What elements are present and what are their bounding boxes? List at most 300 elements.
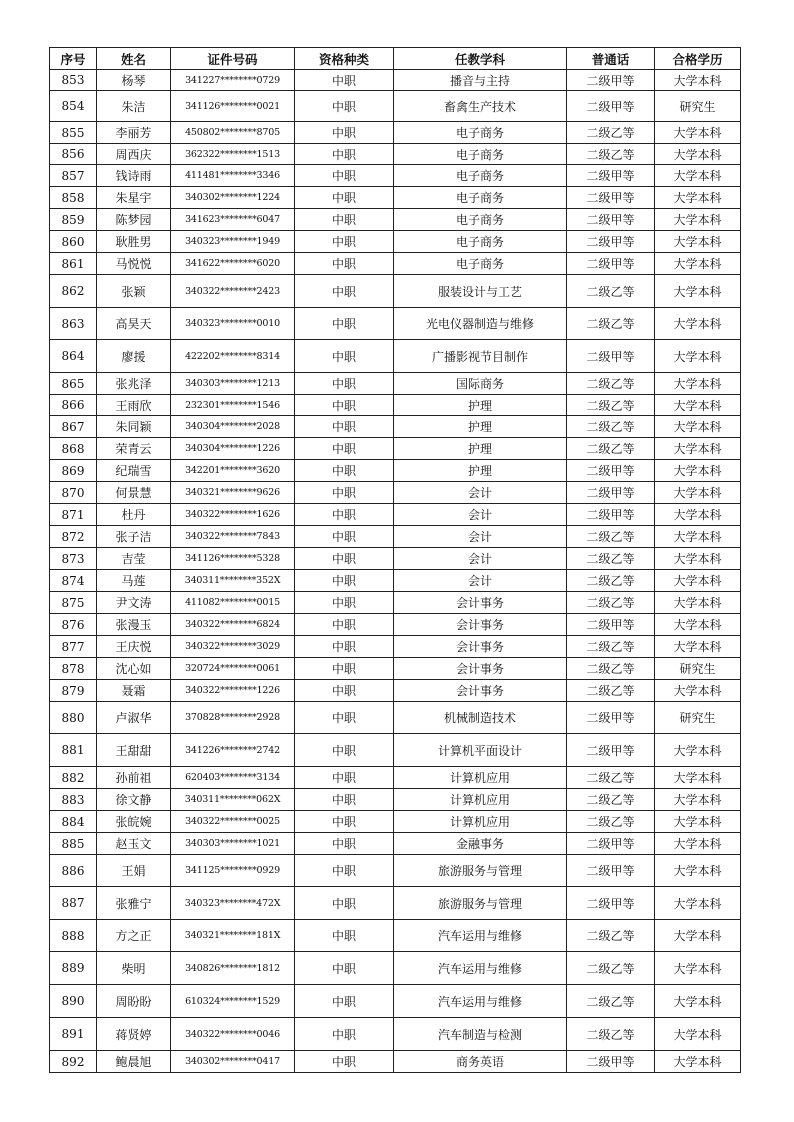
cell-type: 中职 (295, 1051, 394, 1073)
cell-subject: 会计 (394, 548, 567, 570)
cell-name: 李丽芳 (97, 122, 171, 144)
cell-name: 马莲 (97, 570, 171, 592)
cell-mandarin: 二级乙等 (567, 275, 655, 308)
cell-name: 王庆悦 (97, 636, 171, 658)
cell-id: 370828********2928 (171, 702, 295, 734)
cell-mandarin: 二级甲等 (567, 887, 655, 920)
cell-name: 周西庆 (97, 144, 171, 165)
cell-no: 860 (50, 231, 97, 253)
cell-mandarin: 二级乙等 (567, 680, 655, 702)
cell-type: 中职 (295, 614, 394, 636)
cell-mandarin: 二级甲等 (567, 1051, 655, 1073)
cell-id: 340323********1949 (171, 231, 295, 253)
table-body (50, 70, 741, 1073)
cell-id: 411481********3346 (171, 165, 295, 187)
table-row (50, 592, 741, 614)
cell-id: 422202********8314 (171, 340, 295, 373)
cell-id: 340322********2423 (171, 275, 295, 308)
cell-name: 赵玉文 (97, 833, 171, 855)
cell-no: 884 (50, 811, 97, 833)
cell-id: 340826********1812 (171, 952, 295, 985)
cell-name: 张兆泽 (97, 373, 171, 395)
cell-subject: 会计 (394, 482, 567, 504)
cell-name: 王甜甜 (97, 734, 171, 767)
cell-subject: 汽车制造与检测 (394, 1018, 567, 1051)
cell-education: 大学本科 (655, 373, 741, 395)
cell-id: 620403********3134 (171, 767, 295, 789)
cell-no: 882 (50, 767, 97, 789)
cell-subject: 计算机平面设计 (394, 734, 567, 767)
cell-subject: 旅游服务与管理 (394, 887, 567, 920)
cell-id: 341125********0929 (171, 855, 295, 887)
cell-education: 大学本科 (655, 1018, 741, 1051)
cell-id: 341126********0021 (171, 91, 295, 122)
cell-subject: 计算机应用 (394, 789, 567, 811)
cell-name: 徐文静 (97, 789, 171, 811)
cell-id: 340322********0025 (171, 811, 295, 833)
cell-subject: 播音与主持 (394, 70, 567, 91)
cell-mandarin: 二级乙等 (567, 526, 655, 548)
cell-mandarin: 二级乙等 (567, 122, 655, 144)
cell-id: 340322********6824 (171, 614, 295, 636)
cell-education: 大学本科 (655, 253, 741, 275)
cell-education: 大学本科 (655, 548, 741, 570)
table-row (50, 395, 741, 416)
cell-name: 方之正 (97, 920, 171, 952)
cell-id: 341226********2742 (171, 734, 295, 767)
table-row (50, 482, 741, 504)
cell-mandarin: 二级甲等 (567, 734, 655, 767)
cell-education: 大学本科 (655, 614, 741, 636)
table-row (50, 165, 741, 187)
cell-subject: 护理 (394, 460, 567, 482)
cell-subject: 电子商务 (394, 122, 567, 144)
cell-no: 887 (50, 887, 97, 920)
cell-education: 大学本科 (655, 482, 741, 504)
cell-subject: 商务英语 (394, 1051, 567, 1073)
cell-education: 大学本科 (655, 570, 741, 592)
cell-no: 880 (50, 702, 97, 734)
cell-type: 中职 (295, 308, 394, 340)
cell-name: 高昊天 (97, 308, 171, 340)
cell-education: 大学本科 (655, 340, 741, 373)
cell-name: 鲍晨旭 (97, 1051, 171, 1073)
table-row (50, 275, 741, 308)
cell-no: 869 (50, 460, 97, 482)
cell-subject: 会计 (394, 504, 567, 526)
cell-name: 何景慧 (97, 482, 171, 504)
table-row (50, 308, 741, 340)
table-row (50, 416, 741, 438)
cell-id: 340322********7843 (171, 526, 295, 548)
cell-mandarin: 二级甲等 (567, 482, 655, 504)
cell-id: 340304********1226 (171, 438, 295, 460)
cell-subject: 电子商务 (394, 144, 567, 165)
cell-name: 杜丹 (97, 504, 171, 526)
cell-mandarin: 二级甲等 (567, 702, 655, 734)
table-row (50, 920, 741, 952)
header-type: 资格种类 (295, 48, 394, 70)
cell-no: 883 (50, 789, 97, 811)
cell-mandarin: 二级甲等 (567, 504, 655, 526)
cell-type: 中职 (295, 416, 394, 438)
cell-type: 中职 (295, 253, 394, 275)
cell-no: 890 (50, 985, 97, 1018)
cell-type: 中职 (295, 548, 394, 570)
cell-name: 朱洁 (97, 91, 171, 122)
cell-education: 大学本科 (655, 438, 741, 460)
cell-no: 865 (50, 373, 97, 395)
table-row (50, 680, 741, 702)
cell-id: 340311********352X (171, 570, 295, 592)
cell-no: 891 (50, 1018, 97, 1051)
cell-subject: 计算机应用 (394, 811, 567, 833)
cell-name: 荣青云 (97, 438, 171, 460)
cell-id: 340302********1224 (171, 187, 295, 209)
cell-subject: 畜禽生产技术 (394, 91, 567, 122)
cell-name: 张皖婉 (97, 811, 171, 833)
cell-education: 大学本科 (655, 70, 741, 91)
cell-education: 大学本科 (655, 231, 741, 253)
cell-education: 大学本科 (655, 767, 741, 789)
cell-mandarin: 二级乙等 (567, 1018, 655, 1051)
table-row (50, 373, 741, 395)
cell-education: 大学本科 (655, 165, 741, 187)
cell-education: 大学本科 (655, 504, 741, 526)
table-row (50, 187, 741, 209)
cell-education: 研究生 (655, 658, 741, 680)
cell-subject: 会计 (394, 570, 567, 592)
cell-id: 340323********0010 (171, 308, 295, 340)
cell-no: 872 (50, 526, 97, 548)
cell-type: 中职 (295, 165, 394, 187)
table-row (50, 887, 741, 920)
cell-name: 柴明 (97, 952, 171, 985)
cell-type: 中职 (295, 952, 394, 985)
table-row (50, 209, 741, 231)
cell-education: 大学本科 (655, 833, 741, 855)
cell-name: 张颖 (97, 275, 171, 308)
cell-name: 张漫玉 (97, 614, 171, 636)
cell-mandarin: 二级乙等 (567, 395, 655, 416)
table-row (50, 570, 741, 592)
cell-mandarin: 二级甲等 (567, 855, 655, 887)
table-row (50, 833, 741, 855)
cell-type: 中职 (295, 91, 394, 122)
cell-type: 中职 (295, 680, 394, 702)
cell-education: 大学本科 (655, 122, 741, 144)
cell-subject: 计算机应用 (394, 767, 567, 789)
cell-education: 大学本科 (655, 395, 741, 416)
cell-education: 大学本科 (655, 209, 741, 231)
cell-subject: 护理 (394, 416, 567, 438)
cell-id: 340322********1226 (171, 680, 295, 702)
cell-education: 大学本科 (655, 636, 741, 658)
cell-subject: 会计事务 (394, 680, 567, 702)
cell-no: 888 (50, 920, 97, 952)
cell-subject: 电子商务 (394, 209, 567, 231)
cell-subject: 电子商务 (394, 165, 567, 187)
cell-id: 340322********0046 (171, 1018, 295, 1051)
cell-mandarin: 二级乙等 (567, 920, 655, 952)
cell-type: 中职 (295, 920, 394, 952)
cell-education: 大学本科 (655, 789, 741, 811)
cell-name: 耿胜男 (97, 231, 171, 253)
cell-mandarin: 二级甲等 (567, 231, 655, 253)
cell-education: 大学本科 (655, 985, 741, 1018)
cell-mandarin: 二级甲等 (567, 187, 655, 209)
table-row (50, 734, 741, 767)
table-row (50, 952, 741, 985)
cell-mandarin: 二级乙等 (567, 570, 655, 592)
header-mandarin: 普通话 (567, 48, 655, 70)
table-row (50, 253, 741, 275)
cell-mandarin: 二级甲等 (567, 209, 655, 231)
cell-mandarin: 二级乙等 (567, 438, 655, 460)
table-row (50, 122, 741, 144)
cell-name: 王娟 (97, 855, 171, 887)
cell-type: 中职 (295, 122, 394, 144)
cell-type: 中职 (295, 209, 394, 231)
cell-subject: 服装设计与工艺 (394, 275, 567, 308)
cell-id: 340304********2028 (171, 416, 295, 438)
cell-name: 杨琴 (97, 70, 171, 91)
cell-education: 大学本科 (655, 734, 741, 767)
cell-type: 中职 (295, 275, 394, 308)
cell-mandarin: 二级乙等 (567, 592, 655, 614)
cell-mandarin: 二级甲等 (567, 614, 655, 636)
cell-mandarin: 二级乙等 (567, 811, 655, 833)
cell-subject: 电子商务 (394, 231, 567, 253)
cell-subject: 机械制造技术 (394, 702, 567, 734)
cell-mandarin: 二级甲等 (567, 253, 655, 275)
cell-subject: 电子商务 (394, 253, 567, 275)
cell-no: 873 (50, 548, 97, 570)
cell-education: 大学本科 (655, 187, 741, 209)
cell-education: 大学本科 (655, 887, 741, 920)
table-row (50, 231, 741, 253)
cell-mandarin: 二级乙等 (567, 658, 655, 680)
cell-type: 中职 (295, 340, 394, 373)
cell-type: 中职 (295, 985, 394, 1018)
cell-id: 342201********3620 (171, 460, 295, 482)
cell-name: 张子洁 (97, 526, 171, 548)
cell-type: 中职 (295, 526, 394, 548)
cell-no: 854 (50, 91, 97, 122)
cell-education: 大学本科 (655, 680, 741, 702)
table-row (50, 855, 741, 887)
cell-type: 中职 (295, 734, 394, 767)
cell-subject: 光电仪器制造与维修 (394, 308, 567, 340)
cell-type: 中职 (295, 887, 394, 920)
table-row (50, 789, 741, 811)
cell-id: 411082********0015 (171, 592, 295, 614)
header-name: 姓名 (97, 48, 171, 70)
cell-no: 881 (50, 734, 97, 767)
cell-subject: 电子商务 (394, 187, 567, 209)
cell-subject: 汽车运用与维修 (394, 920, 567, 952)
cell-name: 蒋贤婷 (97, 1018, 171, 1051)
cell-subject: 汽车运用与维修 (394, 985, 567, 1018)
cell-id: 610324********1529 (171, 985, 295, 1018)
cell-education: 大学本科 (655, 308, 741, 340)
cell-name: 孙前祖 (97, 767, 171, 789)
cell-type: 中职 (295, 482, 394, 504)
cell-subject: 会计事务 (394, 636, 567, 658)
cell-name: 朱星宇 (97, 187, 171, 209)
cell-type: 中职 (295, 767, 394, 789)
cell-type: 中职 (295, 811, 394, 833)
cell-type: 中职 (295, 702, 394, 734)
cell-type: 中职 (295, 1018, 394, 1051)
cell-mandarin: 二级甲等 (567, 165, 655, 187)
cell-mandarin: 二级乙等 (567, 416, 655, 438)
cell-id: 340322********3029 (171, 636, 295, 658)
cell-no: 870 (50, 482, 97, 504)
cell-mandarin: 二级乙等 (567, 308, 655, 340)
table-row (50, 658, 741, 680)
cell-subject: 广播影视节目制作 (394, 340, 567, 373)
cell-id: 362322********1513 (171, 144, 295, 165)
cell-no: 859 (50, 209, 97, 231)
cell-id: 340302********0417 (171, 1051, 295, 1073)
cell-education: 大学本科 (655, 592, 741, 614)
cell-education: 大学本科 (655, 526, 741, 548)
table-row (50, 1018, 741, 1051)
cell-subject: 国际商务 (394, 373, 567, 395)
cell-type: 中职 (295, 438, 394, 460)
cell-mandarin: 二级乙等 (567, 144, 655, 165)
header-no: 序号 (50, 48, 97, 70)
cell-no: 867 (50, 416, 97, 438)
cell-type: 中职 (295, 592, 394, 614)
table-row (50, 438, 741, 460)
cell-no: 874 (50, 570, 97, 592)
cell-no: 857 (50, 165, 97, 187)
cell-education: 大学本科 (655, 811, 741, 833)
cell-mandarin: 二级甲等 (567, 460, 655, 482)
cell-subject: 会计事务 (394, 658, 567, 680)
cell-education: 大学本科 (655, 416, 741, 438)
cell-id: 340322********1626 (171, 504, 295, 526)
cell-type: 中职 (295, 144, 394, 165)
cell-subject: 会计事务 (394, 592, 567, 614)
cell-education: 大学本科 (655, 460, 741, 482)
cell-no: 889 (50, 952, 97, 985)
cell-name: 王雨欣 (97, 395, 171, 416)
table-row (50, 460, 741, 482)
table-row (50, 548, 741, 570)
cell-education: 大学本科 (655, 920, 741, 952)
cell-type: 中职 (295, 187, 394, 209)
cell-subject: 汽车运用与维修 (394, 952, 567, 985)
cell-id: 340311********062X (171, 789, 295, 811)
cell-name: 朱同颖 (97, 416, 171, 438)
cell-name: 聂霜 (97, 680, 171, 702)
cell-type: 中职 (295, 636, 394, 658)
table-row (50, 702, 741, 734)
cell-name: 卢淑华 (97, 702, 171, 734)
cell-type: 中职 (295, 789, 394, 811)
cell-no: 864 (50, 340, 97, 373)
cell-id: 341126********5328 (171, 548, 295, 570)
cell-subject: 旅游服务与管理 (394, 855, 567, 887)
cell-education: 大学本科 (655, 855, 741, 887)
table-row (50, 340, 741, 373)
cell-name: 马悦悦 (97, 253, 171, 275)
cell-id: 320724********0061 (171, 658, 295, 680)
cell-no: 878 (50, 658, 97, 680)
header-education: 合格学历 (655, 48, 741, 70)
cell-name: 周盼盼 (97, 985, 171, 1018)
cell-no: 877 (50, 636, 97, 658)
header-row (50, 48, 741, 70)
cell-subject: 护理 (394, 395, 567, 416)
cell-no: 866 (50, 395, 97, 416)
cell-type: 中职 (295, 395, 394, 416)
cell-id: 450802********8705 (171, 122, 295, 144)
cell-mandarin: 二级乙等 (567, 373, 655, 395)
table-row (50, 504, 741, 526)
cell-id: 340321********181X (171, 920, 295, 952)
cell-type: 中职 (295, 504, 394, 526)
cell-id: 341227********0729 (171, 70, 295, 91)
cell-type: 中职 (295, 460, 394, 482)
cell-no: 861 (50, 253, 97, 275)
cell-mandarin: 二级甲等 (567, 340, 655, 373)
cell-type: 中职 (295, 70, 394, 91)
cell-id: 341623********6047 (171, 209, 295, 231)
cell-mandarin: 二级乙等 (567, 789, 655, 811)
table-row (50, 144, 741, 165)
cell-id: 340323********472X (171, 887, 295, 920)
cell-name: 尹文涛 (97, 592, 171, 614)
cell-no: 886 (50, 855, 97, 887)
cell-no: 856 (50, 144, 97, 165)
table-row (50, 70, 741, 91)
cell-subject: 会计事务 (394, 614, 567, 636)
cell-subject: 会计 (394, 526, 567, 548)
cell-no: 858 (50, 187, 97, 209)
cell-mandarin: 二级乙等 (567, 548, 655, 570)
table-row (50, 1051, 741, 1073)
cell-mandarin: 二级乙等 (567, 767, 655, 789)
cell-no: 863 (50, 308, 97, 340)
table-row (50, 526, 741, 548)
cell-mandarin: 二级甲等 (567, 91, 655, 122)
cell-education: 大学本科 (655, 144, 741, 165)
cell-no: 855 (50, 122, 97, 144)
cell-name: 陈梦园 (97, 209, 171, 231)
cell-mandarin: 二级甲等 (567, 833, 655, 855)
cell-name: 张雅宁 (97, 887, 171, 920)
cell-name: 吉莹 (97, 548, 171, 570)
table-row (50, 767, 741, 789)
cell-mandarin: 二级甲等 (567, 70, 655, 91)
cell-no: 885 (50, 833, 97, 855)
cell-name: 廖援 (97, 340, 171, 373)
teacher-qualification-table (49, 47, 741, 1073)
cell-name: 沈心如 (97, 658, 171, 680)
cell-no: 876 (50, 614, 97, 636)
cell-subject: 金融事务 (394, 833, 567, 855)
cell-id: 340303********1021 (171, 833, 295, 855)
cell-no: 871 (50, 504, 97, 526)
cell-type: 中职 (295, 373, 394, 395)
cell-id: 340303********1213 (171, 373, 295, 395)
cell-id: 232301********1546 (171, 395, 295, 416)
cell-type: 中职 (295, 570, 394, 592)
